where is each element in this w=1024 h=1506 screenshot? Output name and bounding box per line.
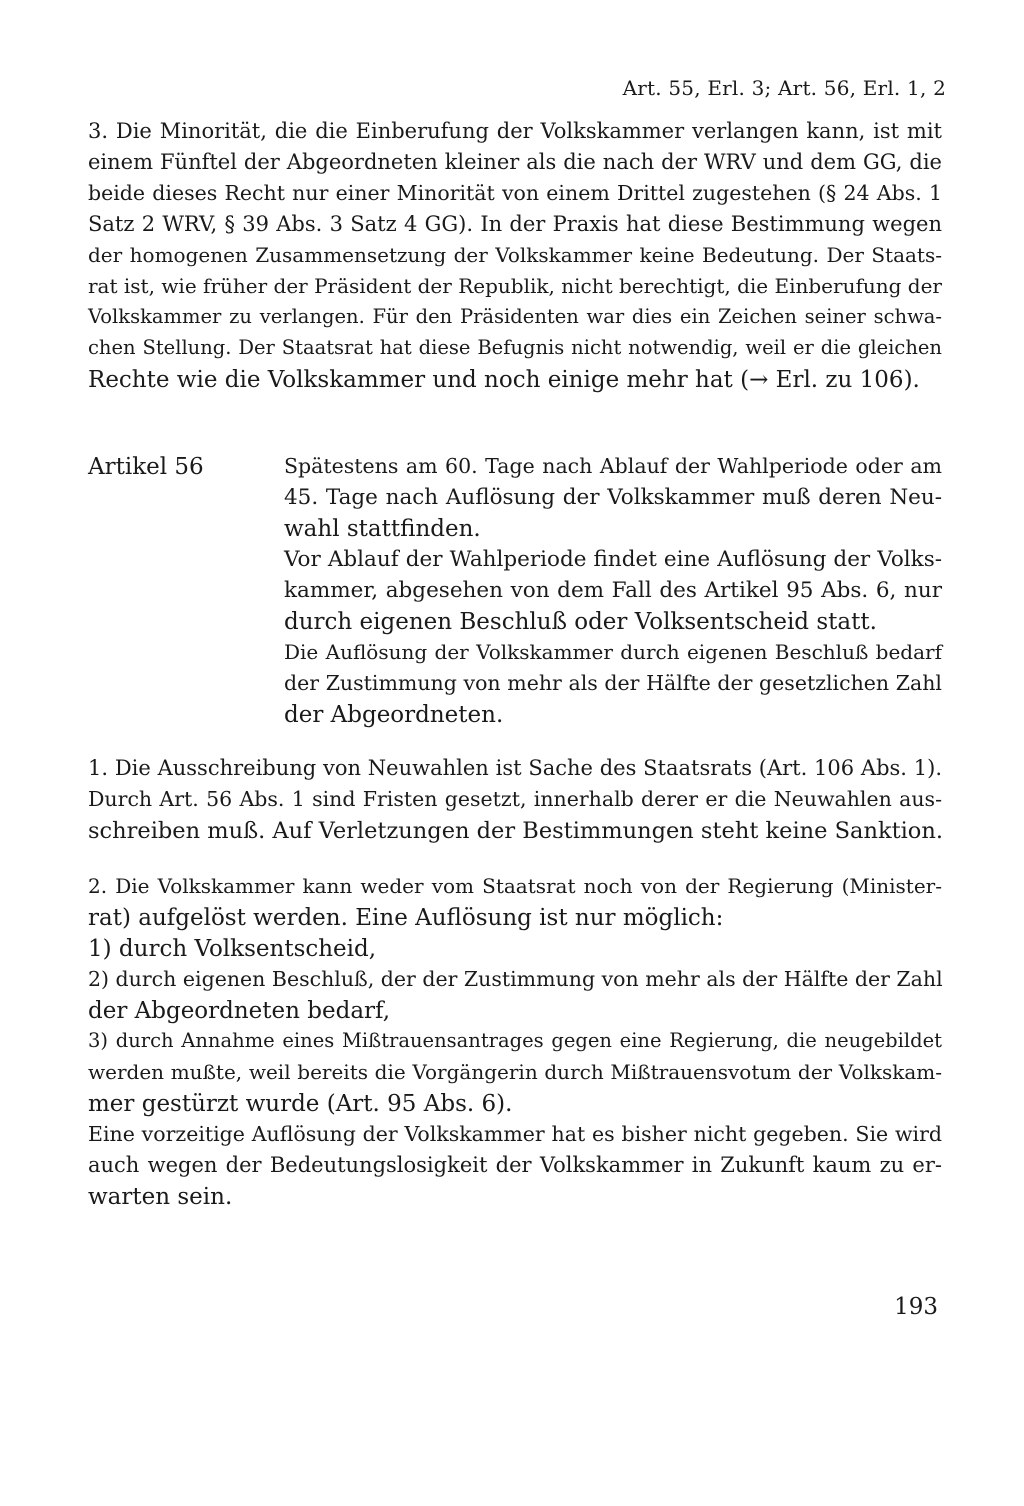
text-line: Volkskammer zu verlangen. Für den Präsidenten war dies ein Zeichen seiner schwa-: [88, 305, 942, 328]
text-line: chen Stellung. Der Staatsrat hat diese Befugnis nicht notwendig, weil er die gleichen: [88, 336, 942, 359]
list-item: 2) durch eigenen Beschluß, der der Zustimmung von mehr als der Hälfte der Zahl: [88, 967, 943, 991]
text-line: einem Fünftel der Abgeordneten kleiner als die nach der WRV und dem GG, die: [88, 150, 942, 174]
text-line: Die Auflösung der Volkskammer durch eigenen Beschluß bedarf: [284, 640, 942, 664]
text-line: Rechte wie die Volkskammer und noch einige mehr hat (→ Erl. zu 106).: [88, 367, 920, 393]
article-label: Artikel 56: [88, 454, 204, 480]
text-line: 1. Die Ausschreibung von Neuwahlen ist Sache des Staatsrats (Art. 106 Abs. 1).: [88, 756, 942, 780]
page-number: 193: [894, 1294, 938, 1320]
text-line: rat ist, wie früher der Präsident der Republik, nicht berechtigt, die Einberufung der: [88, 274, 942, 298]
text-line: der homogenen Zusammensetzung der Volkskammer keine Bedeutung. Der Staats-: [88, 243, 942, 267]
text-line: Satz 2 WRV, § 39 Abs. 3 Satz 4 GG). In der Praxis hat diese Bestimmung wegen: [88, 212, 942, 236]
text-line: kammer, abgesehen von dem Fall des Artikel 95 Abs. 6, nur: [284, 578, 942, 603]
text-line: wahl stattfinden.: [284, 516, 481, 542]
text-line: 45. Tage nach Auflösung der Volkskammer muß deren Neu-: [284, 485, 942, 510]
text-line: der Zustimmung von mehr als der Hälfte der gesetzlichen Zahl: [284, 671, 942, 695]
text-line: rat) aufgelöst werden. Eine Auflösung ist nur möglich:: [88, 905, 724, 931]
text-line: werden mußte, weil bereits die Vorgängerin durch Mißtrauensvotum der Volkskam-: [88, 1060, 942, 1084]
text-line: Durch Art. 56 Abs. 1 sind Fristen gesetzt, innerhalb derer er die Neuwahlen aus-: [88, 787, 942, 811]
text-line: beide dieses Recht nur einer Minorität von einem Drittel zugestehen (§ 24 Abs. 1: [88, 181, 942, 205]
text-line: durch eigenen Beschluß oder Volksentscheid statt.: [284, 609, 877, 635]
text-line: der Abgeordneten bedarf,: [88, 998, 391, 1024]
text-line: auch wegen der Bedeutungslosigkeit der Volkskammer in Zukunft kaum zu er-: [88, 1153, 942, 1177]
text-line: 2. Die Volkskammer kann weder vom Staatsrat noch von der Regierung (Minister-: [88, 874, 942, 898]
text-line: der Abgeordneten.: [284, 702, 504, 728]
text-line: 3. Die Minorität, die die Einberufung der Volkskammer verlangen kann, ist mit: [88, 119, 942, 143]
text-line: Spätestens am 60. Tage nach Ablauf der Wahlperiode oder am: [284, 454, 942, 478]
text-line: warten sein.: [88, 1184, 233, 1210]
list-item: 1) durch Volksentscheid,: [88, 936, 377, 962]
text-line: mer gestürzt wurde (Art. 95 Abs. 6).: [88, 1091, 513, 1117]
text-line: Vor Ablauf der Wahlperiode findet eine Auflösung der Volks-: [284, 547, 942, 572]
running-head: Art. 55, Erl. 3; Art. 56, Erl. 1, 2: [622, 76, 946, 100]
list-item: 3) durch Annahme eines Mißtrauensantrages gegen eine Regierung, die neugebildet: [88, 1029, 942, 1052]
text-line: Eine vorzeitige Auflösung der Volkskammer hat es bisher nicht gegeben. Sie wird: [88, 1122, 942, 1146]
text-line: schreiben muß. Auf Verletzungen der Bestimmungen steht keine Sanktion.: [88, 818, 943, 844]
